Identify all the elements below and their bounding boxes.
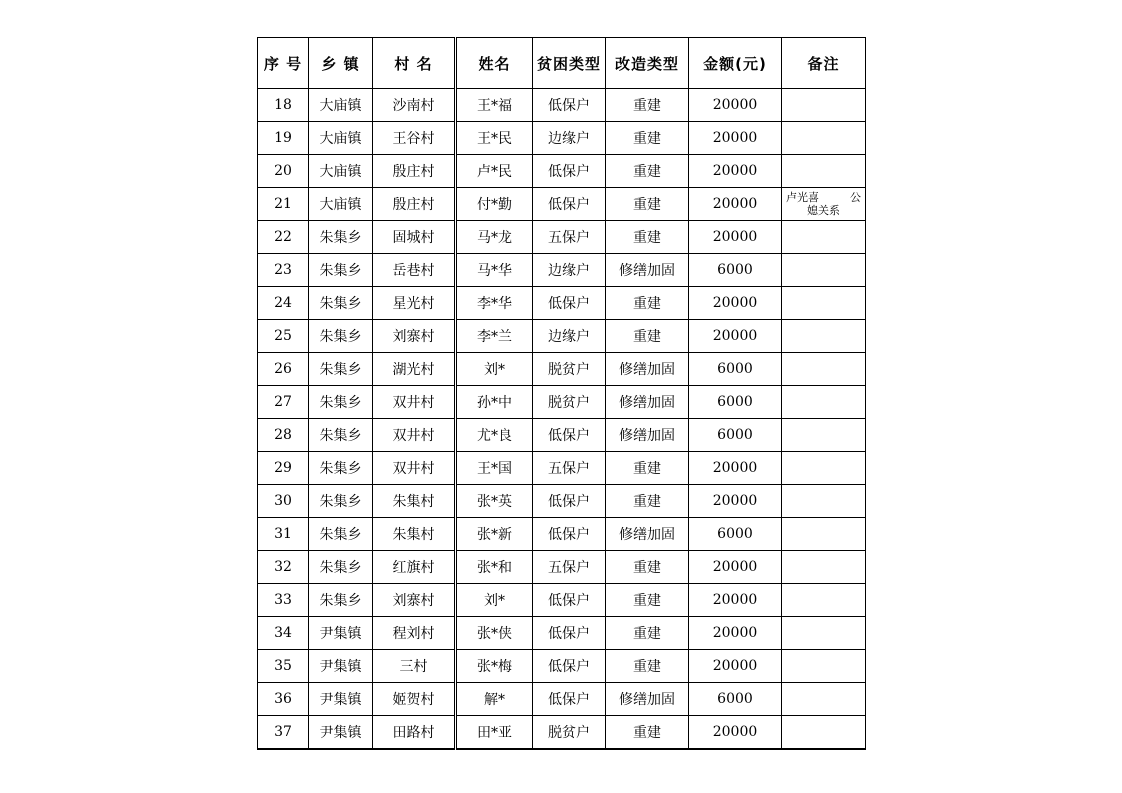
cell-remark bbox=[782, 353, 866, 386]
cell-remark bbox=[782, 452, 866, 485]
cell-name: 孙*中 bbox=[456, 386, 533, 419]
cell-name: 解* bbox=[456, 683, 533, 716]
cell-poverty-type: 边缘户 bbox=[533, 122, 606, 155]
cell-name: 张*侠 bbox=[456, 617, 533, 650]
table-row bbox=[258, 254, 866, 287]
cell-township: 朱集乡 bbox=[309, 320, 373, 353]
cell-village: 姬贺村 bbox=[373, 683, 456, 716]
cell-poverty-type: 边缘户 bbox=[533, 254, 606, 287]
cell-township: 朱集乡 bbox=[309, 584, 373, 617]
cell-seq: 30 bbox=[258, 485, 309, 518]
cell-name: 王*国 bbox=[456, 452, 533, 485]
cell-amount: 20000 bbox=[689, 188, 782, 221]
cell-name: 李*华 bbox=[456, 287, 533, 320]
cell-village: 固城村 bbox=[373, 221, 456, 254]
housing-subsidy-table bbox=[257, 37, 866, 750]
cell-remark bbox=[782, 650, 866, 683]
cell-remark bbox=[782, 584, 866, 617]
table-row bbox=[258, 485, 866, 518]
cell-renovation-type: 重建 bbox=[606, 485, 689, 518]
cell-township: 大庙镇 bbox=[309, 89, 373, 122]
cell-poverty-type: 五保户 bbox=[533, 452, 606, 485]
cell-village: 沙南村 bbox=[373, 89, 456, 122]
cell-remark bbox=[782, 551, 866, 584]
cell-renovation-type: 修缮加固 bbox=[606, 683, 689, 716]
cell-village: 岳巷村 bbox=[373, 254, 456, 287]
cell-village: 刘寨村 bbox=[373, 584, 456, 617]
table-row bbox=[258, 221, 866, 254]
cell-amount: 6000 bbox=[689, 518, 782, 551]
cell-remark bbox=[782, 617, 866, 650]
cell-township: 朱集乡 bbox=[309, 485, 373, 518]
cell-renovation-type: 重建 bbox=[606, 452, 689, 485]
cell-remark bbox=[782, 419, 866, 452]
cell-amount: 20000 bbox=[689, 89, 782, 122]
cell-remark bbox=[782, 287, 866, 320]
cell-seq: 18 bbox=[258, 89, 309, 122]
cell-township: 朱集乡 bbox=[309, 452, 373, 485]
cell-seq: 28 bbox=[258, 419, 309, 452]
cell-village: 殷庄村 bbox=[373, 188, 456, 221]
cell-renovation-type: 修缮加固 bbox=[606, 518, 689, 551]
cell-village: 双井村 bbox=[373, 386, 456, 419]
cell-seq: 19 bbox=[258, 122, 309, 155]
remark-relation-prefix: 公 bbox=[850, 191, 861, 204]
table-row bbox=[258, 452, 866, 485]
cell-remark bbox=[782, 122, 866, 155]
cell-seq: 33 bbox=[258, 584, 309, 617]
cell-poverty-type: 低保户 bbox=[533, 584, 606, 617]
remark-person: 卢光喜 bbox=[786, 191, 819, 204]
cell-name: 刘* bbox=[456, 584, 533, 617]
cell-amount: 20000 bbox=[689, 287, 782, 320]
cell-village: 红旗村 bbox=[373, 551, 456, 584]
cell-name: 王*民 bbox=[456, 122, 533, 155]
header-poverty-type: 贫困类型 bbox=[533, 38, 606, 89]
cell-township: 尹集镇 bbox=[309, 650, 373, 683]
cell-village: 双井村 bbox=[373, 419, 456, 452]
cell-amount: 20000 bbox=[689, 221, 782, 254]
table-row bbox=[258, 683, 866, 716]
header-seq: 序 号 bbox=[258, 38, 309, 89]
cell-poverty-type: 五保户 bbox=[533, 551, 606, 584]
table-row bbox=[258, 518, 866, 551]
table-row bbox=[258, 155, 866, 188]
cell-renovation-type: 重建 bbox=[606, 155, 689, 188]
cell-seq: 21 bbox=[258, 188, 309, 221]
header-township: 乡 镇 bbox=[309, 38, 373, 89]
cell-name: 尤*良 bbox=[456, 419, 533, 452]
cell-renovation-type: 重建 bbox=[606, 287, 689, 320]
cell-name: 王*福 bbox=[456, 89, 533, 122]
cell-amount: 6000 bbox=[689, 683, 782, 716]
cell-remark bbox=[782, 683, 866, 716]
table-row bbox=[258, 419, 866, 452]
cell-poverty-type: 低保户 bbox=[533, 287, 606, 320]
cell-amount: 20000 bbox=[689, 452, 782, 485]
cell-renovation-type: 重建 bbox=[606, 221, 689, 254]
cell-amount: 20000 bbox=[689, 584, 782, 617]
table-row bbox=[258, 386, 866, 419]
cell-name: 张*和 bbox=[456, 551, 533, 584]
cell-township: 朱集乡 bbox=[309, 518, 373, 551]
remark-line-1 bbox=[786, 191, 861, 204]
cell-amount: 20000 bbox=[689, 716, 782, 750]
cell-village: 湖光村 bbox=[373, 353, 456, 386]
table-row bbox=[258, 617, 866, 650]
cell-village: 朱集村 bbox=[373, 485, 456, 518]
cell-remark bbox=[782, 518, 866, 551]
cell-renovation-type: 修缮加固 bbox=[606, 254, 689, 287]
cell-amount: 20000 bbox=[689, 320, 782, 353]
cell-poverty-type: 低保户 bbox=[533, 155, 606, 188]
cell-name: 付*勤 bbox=[456, 188, 533, 221]
cell-poverty-type: 低保户 bbox=[533, 89, 606, 122]
cell-township: 朱集乡 bbox=[309, 254, 373, 287]
cell-poverty-type: 脱贫户 bbox=[533, 716, 606, 750]
cell-renovation-type: 重建 bbox=[606, 188, 689, 221]
cell-poverty-type: 低保户 bbox=[533, 683, 606, 716]
cell-seq: 29 bbox=[258, 452, 309, 485]
cell-remark bbox=[782, 221, 866, 254]
header-row bbox=[258, 38, 866, 89]
cell-renovation-type: 修缮加固 bbox=[606, 353, 689, 386]
cell-remark bbox=[782, 386, 866, 419]
cell-name: 卢*民 bbox=[456, 155, 533, 188]
table-row bbox=[258, 584, 866, 617]
header-village: 村 名 bbox=[373, 38, 456, 89]
cell-remark bbox=[782, 716, 866, 750]
cell-township: 朱集乡 bbox=[309, 386, 373, 419]
table-body bbox=[258, 89, 866, 750]
cell-seq: 36 bbox=[258, 683, 309, 716]
cell-name: 张*英 bbox=[456, 485, 533, 518]
cell-poverty-type: 低保户 bbox=[533, 419, 606, 452]
cell-seq: 35 bbox=[258, 650, 309, 683]
cell-amount: 20000 bbox=[689, 155, 782, 188]
cell-remark bbox=[782, 485, 866, 518]
cell-remark bbox=[782, 89, 866, 122]
cell-seq: 20 bbox=[258, 155, 309, 188]
table-row bbox=[258, 650, 866, 683]
cell-renovation-type: 重建 bbox=[606, 122, 689, 155]
cell-renovation-type: 重建 bbox=[606, 584, 689, 617]
header-amount: 金额(元) bbox=[689, 38, 782, 89]
cell-seq: 31 bbox=[258, 518, 309, 551]
cell-amount: 6000 bbox=[689, 419, 782, 452]
cell-name: 马*龙 bbox=[456, 221, 533, 254]
cell-township: 尹集镇 bbox=[309, 617, 373, 650]
cell-township: 朱集乡 bbox=[309, 287, 373, 320]
cell-village: 殷庄村 bbox=[373, 155, 456, 188]
cell-amount: 6000 bbox=[689, 254, 782, 287]
cell-name: 张*梅 bbox=[456, 650, 533, 683]
header-remark: 备注 bbox=[782, 38, 866, 89]
cell-seq: 23 bbox=[258, 254, 309, 287]
cell-township: 朱集乡 bbox=[309, 551, 373, 584]
cell-village: 三村 bbox=[373, 650, 456, 683]
cell-seq: 27 bbox=[258, 386, 309, 419]
cell-village: 星光村 bbox=[373, 287, 456, 320]
cell-renovation-type: 重建 bbox=[606, 89, 689, 122]
table-row bbox=[258, 122, 866, 155]
cell-township: 大庙镇 bbox=[309, 122, 373, 155]
table-row bbox=[258, 320, 866, 353]
cell-seq: 22 bbox=[258, 221, 309, 254]
cell-renovation-type: 重建 bbox=[606, 617, 689, 650]
cell-poverty-type: 低保户 bbox=[533, 188, 606, 221]
cell-name: 马*华 bbox=[456, 254, 533, 287]
cell-amount: 6000 bbox=[689, 386, 782, 419]
cell-village: 朱集村 bbox=[373, 518, 456, 551]
cell-renovation-type: 重建 bbox=[606, 716, 689, 750]
cell-remark bbox=[782, 320, 866, 353]
cell-poverty-type: 脱贫户 bbox=[533, 353, 606, 386]
cell-poverty-type: 低保户 bbox=[533, 485, 606, 518]
table-row bbox=[258, 353, 866, 386]
cell-village: 双井村 bbox=[373, 452, 456, 485]
cell-poverty-type: 低保户 bbox=[533, 617, 606, 650]
cell-village: 王谷村 bbox=[373, 122, 456, 155]
cell-seq: 32 bbox=[258, 551, 309, 584]
cell-name: 张*新 bbox=[456, 518, 533, 551]
cell-village: 田路村 bbox=[373, 716, 456, 750]
cell-township: 尹集镇 bbox=[309, 683, 373, 716]
table-row bbox=[258, 188, 866, 221]
header-renovation-type: 改造类型 bbox=[606, 38, 689, 89]
cell-township: 大庙镇 bbox=[309, 188, 373, 221]
cell-name: 李*兰 bbox=[456, 320, 533, 353]
remark-relation-suffix: 媳关系 bbox=[807, 204, 840, 217]
cell-amount: 20000 bbox=[689, 617, 782, 650]
cell-poverty-type: 低保户 bbox=[533, 518, 606, 551]
cell-amount: 6000 bbox=[689, 353, 782, 386]
table-row bbox=[258, 551, 866, 584]
cell-village: 程刘村 bbox=[373, 617, 456, 650]
cell-amount: 20000 bbox=[689, 485, 782, 518]
cell-amount: 20000 bbox=[689, 551, 782, 584]
cell-village: 刘寨村 bbox=[373, 320, 456, 353]
table-row bbox=[258, 287, 866, 320]
cell-renovation-type: 重建 bbox=[606, 650, 689, 683]
cell-amount: 20000 bbox=[689, 650, 782, 683]
cell-name: 田*亚 bbox=[456, 716, 533, 750]
cell-poverty-type: 脱贫户 bbox=[533, 386, 606, 419]
cell-township: 尹集镇 bbox=[309, 716, 373, 750]
cell-poverty-type: 边缘户 bbox=[533, 320, 606, 353]
cell-seq: 37 bbox=[258, 716, 309, 750]
cell-renovation-type: 重建 bbox=[606, 551, 689, 584]
cell-poverty-type: 低保户 bbox=[533, 650, 606, 683]
cell-seq: 26 bbox=[258, 353, 309, 386]
cell-township: 朱集乡 bbox=[309, 353, 373, 386]
cell-remark bbox=[782, 254, 866, 287]
cell-renovation-type: 修缮加固 bbox=[606, 386, 689, 419]
cell-township: 朱集乡 bbox=[309, 221, 373, 254]
cell-seq: 25 bbox=[258, 320, 309, 353]
table-row bbox=[258, 716, 866, 750]
cell-renovation-type: 修缮加固 bbox=[606, 419, 689, 452]
cell-amount: 20000 bbox=[689, 122, 782, 155]
table-row bbox=[258, 89, 866, 122]
cell-seq: 34 bbox=[258, 617, 309, 650]
header-name: 姓名 bbox=[456, 38, 533, 89]
cell-remark bbox=[782, 155, 866, 188]
cell-renovation-type: 重建 bbox=[606, 320, 689, 353]
cell-seq: 24 bbox=[258, 287, 309, 320]
cell-poverty-type: 五保户 bbox=[533, 221, 606, 254]
cell-township: 大庙镇 bbox=[309, 155, 373, 188]
cell-township: 朱集乡 bbox=[309, 419, 373, 452]
cell-name: 刘* bbox=[456, 353, 533, 386]
cell-remark bbox=[782, 188, 866, 221]
